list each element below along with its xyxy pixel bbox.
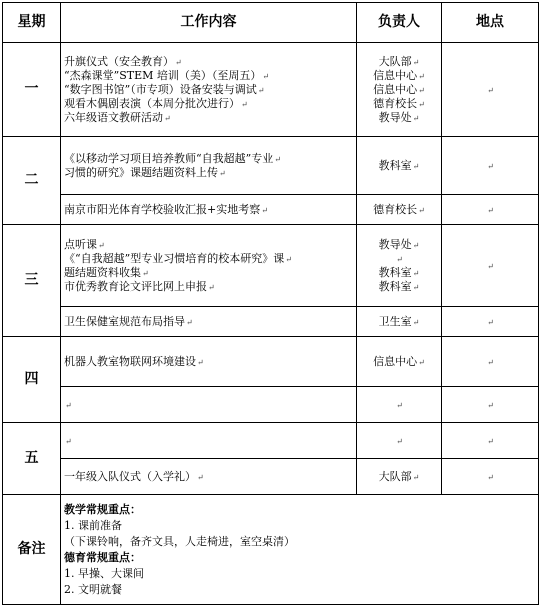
weekly-schedule-table — [2, 2, 539, 605]
return-mark: ↵ — [487, 357, 494, 367]
header-day: 星期 — [3, 3, 61, 43]
person-text: 德育校长 — [373, 96, 418, 110]
return-mark: ↵ — [418, 99, 425, 109]
day-cell: 二 — [3, 137, 61, 225]
content-cell — [61, 195, 357, 225]
person-line — [360, 159, 438, 173]
person-text: 信息中心 — [373, 68, 418, 82]
content-line — [64, 166, 353, 180]
person-cell — [357, 137, 442, 195]
return-mark: ↵ — [219, 168, 226, 178]
notes-heading: 教学常规重点： — [64, 502, 141, 516]
person-text: 卫生室 — [378, 314, 412, 328]
person-line — [360, 266, 438, 280]
return-mark: ↵ — [418, 205, 425, 215]
content-line — [64, 355, 353, 369]
day-cell: 四 — [3, 337, 61, 423]
day-cell: 三 — [3, 225, 61, 337]
content-line — [64, 398, 353, 412]
content-line — [64, 434, 353, 448]
return-mark: ↵ — [487, 161, 494, 171]
person-text: 教科室 — [378, 279, 412, 293]
content-line — [64, 55, 353, 69]
person-line — [360, 398, 438, 412]
return-mark: ↵ — [412, 240, 420, 250]
person-text: 信息中心 — [373, 354, 418, 368]
schedule-row — [3, 225, 539, 307]
person-line — [360, 83, 438, 97]
person-line — [360, 252, 438, 266]
content-line — [64, 470, 353, 484]
content-line — [64, 238, 353, 252]
return-mark: ↵ — [65, 400, 72, 410]
notes-item: 1. 早操、大课间 — [64, 566, 144, 580]
place-cell — [442, 225, 539, 307]
return-mark: ↵ — [418, 357, 425, 367]
return-mark: ↵ — [418, 71, 425, 81]
return-mark: ↵ — [418, 85, 425, 95]
return-mark: ↵ — [487, 317, 494, 327]
return-mark: ↵ — [262, 71, 270, 81]
schedule-row — [3, 195, 539, 225]
header-row — [3, 3, 539, 43]
place-cell — [442, 307, 539, 337]
content-text: 《以移动学习项目培养教师“自我超越”专业 — [64, 151, 274, 165]
return-mark: ↵ — [412, 282, 420, 292]
return-mark: ↵ — [396, 254, 403, 264]
person-line — [360, 203, 438, 217]
place-cell — [442, 337, 539, 387]
notes-item: （下课铃响，备齐文具，人走椅进，室空桌清） — [64, 534, 295, 548]
content-line — [64, 315, 353, 329]
person-text: 教导处 — [378, 110, 412, 124]
content-text: “数字图书馆”（市专项）设备安装与调试 — [64, 82, 257, 96]
return-mark: ↵ — [412, 113, 420, 123]
return-mark: ↵ — [412, 268, 420, 278]
place-cell — [442, 459, 539, 495]
schedule-row — [3, 137, 539, 195]
person-text: 大队部 — [378, 54, 412, 68]
content-cell — [61, 43, 357, 137]
person-text: 教科室 — [378, 265, 412, 279]
person-line — [360, 280, 438, 294]
content-line — [64, 83, 353, 97]
content-text: “杰森课堂”STEM 培训（美）（至周五） — [64, 68, 262, 82]
notes-label: 备注 — [3, 495, 61, 605]
content-line — [64, 69, 353, 83]
return-mark: ↵ — [412, 317, 420, 327]
return-mark: ↵ — [285, 254, 292, 264]
person-line — [360, 434, 438, 448]
content-line — [64, 152, 353, 166]
day-cell: 一 — [3, 43, 61, 137]
place-cell — [442, 43, 539, 137]
content-cell — [61, 337, 357, 387]
return-mark: ↵ — [487, 472, 494, 482]
person-line — [360, 97, 438, 111]
return-mark: ↵ — [412, 57, 420, 67]
schedule-row — [3, 387, 539, 423]
content-text: 观看木偶剧表演（本周分批次进行） — [64, 96, 240, 110]
person-text: 德育校长 — [373, 202, 418, 216]
return-mark: ↵ — [164, 113, 171, 123]
content-line — [64, 266, 353, 280]
person-cell — [357, 195, 442, 225]
schedule-row — [3, 43, 539, 137]
content-cell — [61, 137, 357, 195]
person-cell — [357, 423, 442, 459]
return-mark: ↵ — [396, 400, 403, 410]
return-mark: ↵ — [241, 99, 248, 109]
person-line — [360, 238, 438, 252]
return-mark: ↵ — [197, 357, 204, 367]
person-cell — [357, 307, 442, 337]
header-content: 工作内容 — [61, 3, 357, 43]
person-text: 教科室 — [378, 158, 412, 172]
content-cell — [61, 423, 357, 459]
content-text: 题结题资料收集 — [64, 265, 141, 279]
person-cell — [357, 225, 442, 307]
return-mark: ↵ — [197, 472, 204, 482]
content-line — [64, 252, 353, 266]
place-cell — [442, 137, 539, 195]
return-mark: ↵ — [487, 400, 494, 410]
content-line — [64, 111, 353, 125]
return-mark: ↵ — [487, 205, 494, 215]
person-line — [360, 315, 438, 329]
schedule-row — [3, 423, 539, 459]
return-mark: ↵ — [412, 472, 420, 482]
person-cell — [357, 337, 442, 387]
return-mark: ↵ — [396, 436, 403, 446]
header-place: 地点 — [442, 3, 539, 43]
content-text: 《“自我超越”型专业习惯培育的校本研究》课 — [64, 251, 285, 265]
person-text: 大队部 — [378, 469, 412, 483]
notes-item: 2. 文明就餐 — [64, 582, 122, 596]
content-text: 一年级入队仪式（入学礼） — [64, 469, 196, 483]
return-mark: ↵ — [142, 268, 149, 278]
person-line — [360, 355, 438, 369]
content-text: 六年级语文教研活动 — [64, 110, 163, 124]
content-text: 机器人教室物联网环境建设 — [64, 354, 196, 368]
content-text: 点听课 — [64, 237, 97, 251]
content-text: 南京市阳光体育学校验收汇报+实地考察 — [64, 202, 261, 216]
content-text: 习惯的研究》课题结题资料上传 — [64, 165, 218, 179]
return-mark: ↵ — [175, 57, 182, 67]
content-cell — [61, 225, 357, 307]
return-mark: ↵ — [487, 261, 494, 271]
schedule-row — [3, 337, 539, 387]
person-text: 信息中心 — [373, 82, 418, 96]
schedule-row — [3, 459, 539, 495]
place-cell — [442, 195, 539, 225]
day-cell: 五 — [3, 423, 61, 495]
person-cell — [357, 43, 442, 137]
return-mark: ↵ — [261, 205, 268, 215]
content-cell — [61, 459, 357, 495]
content-text: 市优秀教育论文评比网上申报 — [64, 279, 207, 293]
return-mark: ↵ — [412, 161, 420, 171]
notes-row — [3, 495, 539, 605]
content-text: 卫生保健室规范布局指导 — [64, 314, 185, 328]
place-cell — [442, 387, 539, 423]
return-mark: ↵ — [65, 436, 72, 446]
schedule-row — [3, 307, 539, 337]
person-line — [360, 69, 438, 83]
content-cell — [61, 307, 357, 337]
content-line — [64, 203, 353, 217]
notes-content — [61, 495, 539, 605]
return-mark: ↵ — [186, 317, 193, 327]
header-person: 负责人 — [357, 3, 442, 43]
content-line — [64, 280, 353, 294]
person-text: 教导处 — [378, 237, 412, 251]
content-text: 升旗仪式（安全教育） — [64, 54, 174, 68]
person-line — [360, 111, 438, 125]
notes-item: 1. 课前准备 — [64, 518, 122, 532]
person-cell — [357, 387, 442, 423]
return-mark: ↵ — [487, 85, 494, 95]
content-cell — [61, 387, 357, 423]
person-line — [360, 470, 438, 484]
person-line — [360, 55, 438, 69]
return-mark: ↵ — [98, 240, 105, 250]
return-mark: ↵ — [274, 154, 281, 164]
return-mark: ↵ — [487, 436, 494, 446]
return-mark: ↵ — [208, 282, 215, 292]
content-line — [64, 97, 353, 111]
return-mark: ↵ — [257, 85, 265, 95]
notes-heading: 德育常规重点： — [64, 550, 141, 564]
person-cell — [357, 459, 442, 495]
place-cell — [442, 423, 539, 459]
